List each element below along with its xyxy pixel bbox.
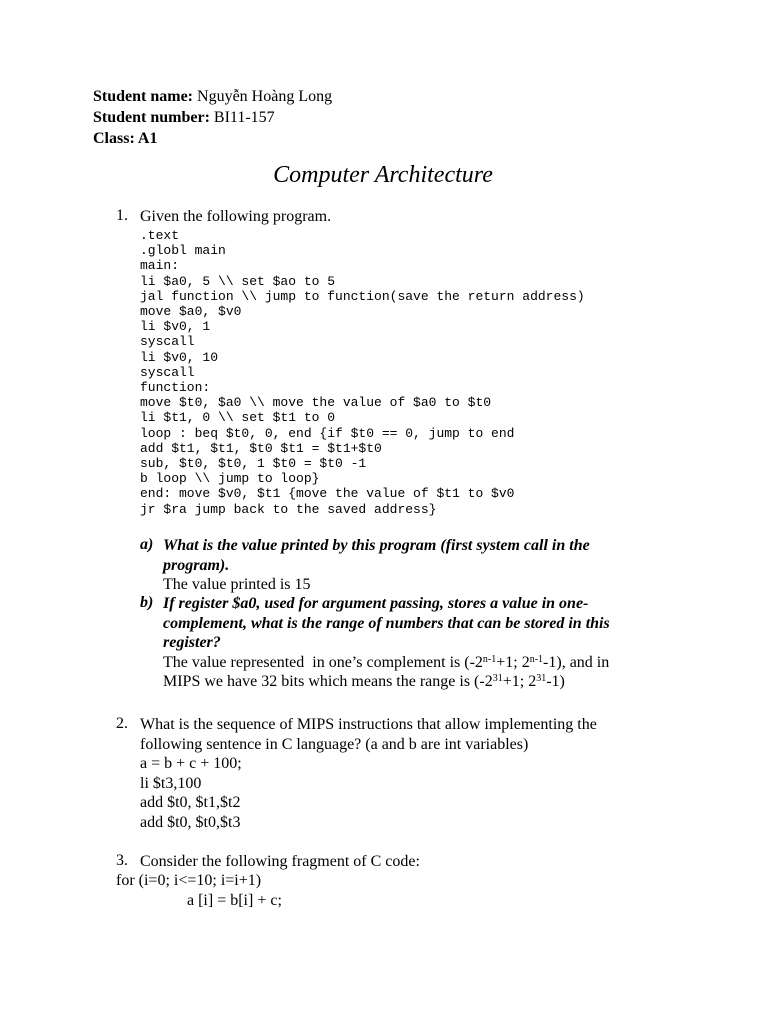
student-number-line [93, 107, 332, 128]
q1a-question-line: What is the value printed by this program (first system call in the [163, 537, 590, 554]
student-name-value: Nguyễn Hoàng Long [193, 88, 333, 105]
student-number-value: BI11-157 [209, 109, 275, 126]
q2-code-line: add $t0, $t1,$t2 [140, 794, 241, 811]
student-name-line [93, 86, 332, 107]
q1b-block [163, 594, 683, 692]
q1a-answer: The value printed is 15 [163, 576, 311, 593]
q3-code-line: a [i] = b[i] + c; [187, 892, 282, 909]
q2-code-line: add $t0, $t0,$t3 [140, 813, 241, 831]
class-value: A1 [134, 130, 158, 147]
code-line: move $t0, $a0 \\ move the value of $a0 to $t0 [140, 395, 492, 411]
code-line: sub, $t0, $t0, 1 $t0 = $t0 -1 [140, 456, 367, 472]
code-line: li $v0, 10 [140, 349, 219, 365]
code-line: jal function \\ jump to function(save the return address) [140, 288, 585, 304]
q3-code-line: for (i=0; i<=10; i=i+1) [116, 872, 262, 889]
code-line: syscall [140, 364, 195, 380]
q2-code-line: a = b + c + 100; [140, 755, 242, 772]
q1-code-block [140, 228, 585, 517]
student-name-label: Student name: [93, 88, 194, 105]
student-info [93, 86, 332, 149]
class-label: Class: [93, 130, 135, 147]
q2-text-line: following sentence in C language? (a and b are int variables) [140, 735, 529, 753]
q1-text: Given the following program. [140, 208, 332, 225]
code-line: syscall [140, 334, 195, 350]
q1b-answer-line: The value represented in one’s complement is ($-2^{n-1}+1$; 2$^{n-1}$-1), and in [163, 653, 610, 671]
code-line: move $a0, $v0 [140, 304, 242, 320]
code-line: .globl main [140, 243, 226, 259]
code-line: li $t1, 0 \\ set $t1 to 0 [140, 410, 336, 426]
q2-code-line: li $t3,100 [140, 774, 202, 792]
q2-text-line: What is the sequence of MIPS instructions that allow implementing the [140, 716, 597, 733]
code-line: main: [140, 258, 180, 274]
q2-number: 2. [116, 715, 128, 732]
code-line: function: [140, 380, 211, 396]
q1b-question-line: complement, what is the range of numbers that can be stored in this [163, 614, 610, 632]
q2-block [140, 715, 597, 832]
code-line: loop : beq $t0, 0, end {if $t0 == 0, jump to end [140, 425, 515, 441]
q1-number: 1. [116, 207, 128, 224]
q1a-label: a) [140, 536, 154, 553]
code-line: li $v0, 1 [140, 319, 211, 335]
document-title: Computer Architecture [273, 162, 493, 188]
code-line: .text [140, 228, 180, 243]
code-line: li $a0, 5 \\ set $ao to 5 [140, 273, 336, 289]
q1b-question-line: If register $a0, used for argument passing, stores a value in one- [163, 595, 589, 612]
q3-text: Consider the following fragment of C code: [140, 853, 420, 870]
code-line: jr $ra jump back to the saved address} [140, 501, 437, 517]
code-line: add $t1, $t1, $t0 $t1 = $t1+$t0 [140, 440, 382, 456]
code-line: b loop \\ jump to loop} [140, 471, 320, 487]
class-line [93, 128, 332, 149]
q1a-block [163, 536, 683, 595]
q3-number: 3. [116, 852, 128, 869]
student-number-label: Student number: [93, 109, 210, 126]
q1b-question-line: register? [163, 634, 221, 651]
q1b-answer-line: MIPS we have 32 bits which means the range is ($-2^{31}+1$; $2^{31}-1$) [163, 673, 565, 690]
code-line: end: move $v0, $t1 {move the value of $t1 to $v0 [140, 486, 515, 502]
q1a-question-line: program). [163, 556, 230, 574]
q1b-label: b) [140, 594, 154, 611]
